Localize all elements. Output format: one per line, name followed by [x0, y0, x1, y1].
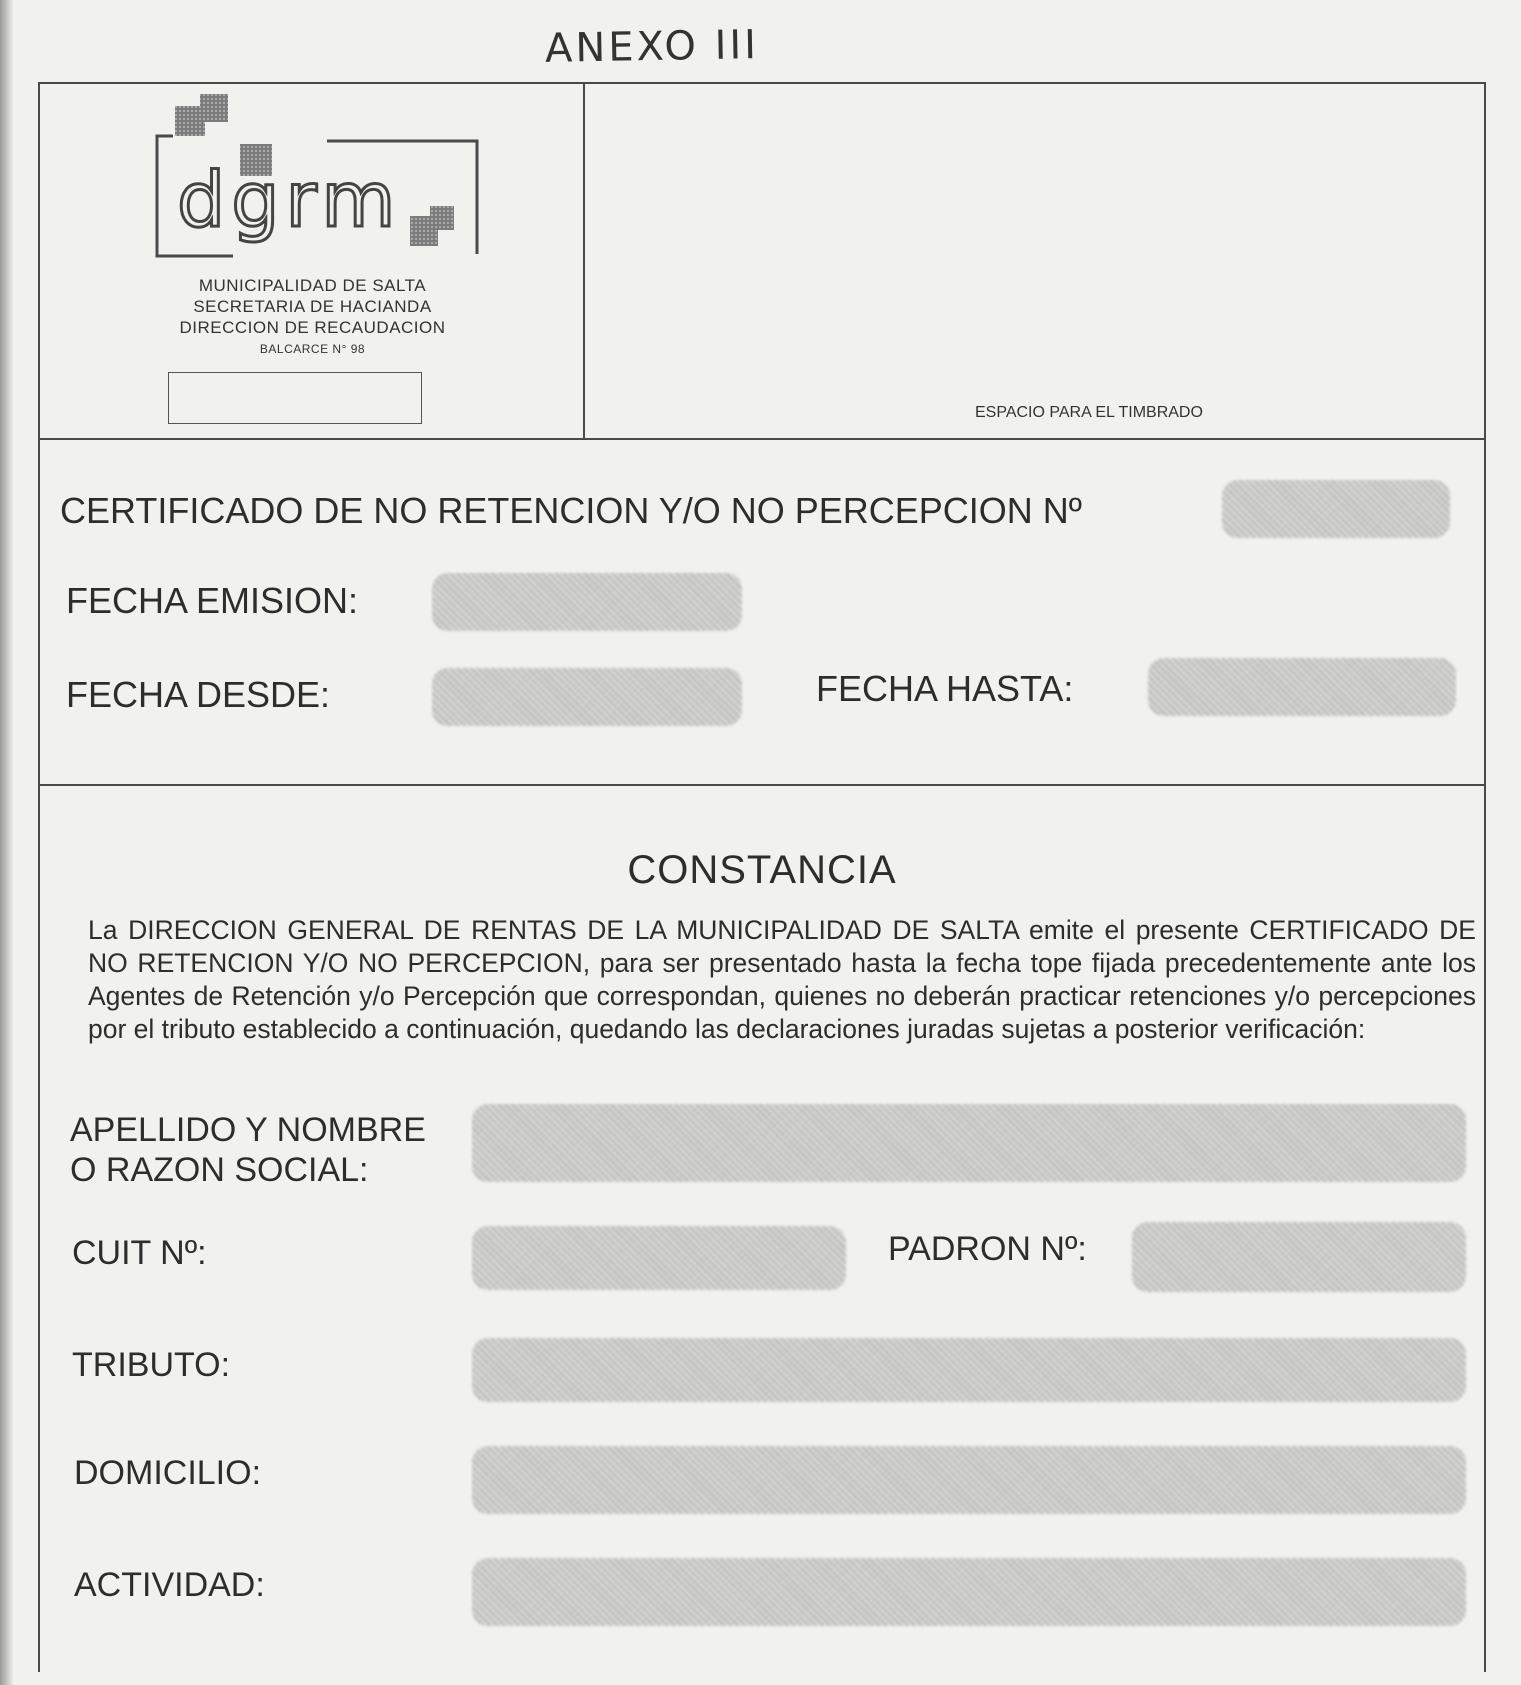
certificate-number-redacted	[1222, 480, 1450, 538]
logo-square-2	[200, 94, 228, 122]
constancia-section	[40, 786, 1484, 1674]
padron-redacted	[1132, 1222, 1466, 1292]
fecha-hasta-label: FECHA HASTA:	[816, 668, 1074, 709]
fecha-desde-redacted	[432, 668, 742, 726]
domicilio-label: DOMICILIO:	[74, 1454, 262, 1492]
logo-wordmark: dgrm	[177, 155, 402, 244]
actividad-redacted	[472, 1558, 1466, 1626]
cuit-redacted	[472, 1226, 846, 1290]
certificate-section	[40, 440, 1484, 786]
form-header	[40, 84, 1484, 440]
org-address: BALCARCE N° 98	[259, 342, 366, 356]
tributo-label: TRIBUTO:	[72, 1346, 231, 1384]
padron-label: PADRON Nº:	[888, 1230, 1087, 1268]
logo-square-5	[430, 206, 454, 230]
fecha-emision-label: FECHA EMISION:	[66, 580, 359, 621]
fecha-emision-redacted	[432, 573, 742, 631]
apellido-redacted	[472, 1104, 1466, 1182]
logo-blank-box	[168, 372, 422, 424]
constancia-heading: CONSTANCIA	[627, 848, 897, 892]
logo-cell	[40, 84, 585, 438]
fecha-hasta-redacted	[1148, 658, 1456, 716]
apellido-label	[70, 1110, 426, 1190]
dgrm-logo	[115, 94, 515, 274]
annex-title: ANEXO III	[544, 22, 760, 72]
tributo-redacted	[472, 1338, 1466, 1402]
certificate-title: CERTIFICADO DE NO RETENCION Y/O NO PERCEPCION Nº	[60, 490, 1082, 531]
apellido-label-line1: APELLIDO Y NOMBRE	[70, 1111, 426, 1149]
apellido-label-line2: O RAZON SOCIAL:	[70, 1151, 369, 1189]
org-line-direccion: DIRECCION DE RECAUDACION	[179, 318, 446, 337]
domicilio-redacted	[472, 1446, 1466, 1514]
cuit-label: CUIT Nº:	[72, 1234, 207, 1272]
stamp-space-label: ESPACIO PARA EL TIMBRADO	[975, 404, 1203, 421]
constancia-body: La DIRECCION GENERAL DE RENTAS DE LA MUNICIPALIDAD DE SALTA emite el presente CERTIFICADO DE NO RETENCION Y/O NO PERCEPCION, para ser presentado hasta la fecha tope fijada precedentemente ante los Agentes de Retención y/o Percepción que correspondan, quienes no deberán practicar retenciones y/o percepciones por el tributo establecido a continuación, quedando las declaraciones juradas sujetas a posterior verificación:	[88, 915, 1476, 1044]
scan-shadow-edge	[0, 0, 14, 1685]
org-line-municipalidad: MUNICIPALIDAD DE SALTA	[198, 276, 427, 295]
fecha-desde-label: FECHA DESDE:	[66, 674, 331, 715]
certificate-form	[38, 82, 1486, 1672]
org-line-secretaria: SECRETARIA DE HACIANDA	[193, 297, 432, 316]
actividad-label: ACTIVIDAD:	[74, 1566, 265, 1604]
